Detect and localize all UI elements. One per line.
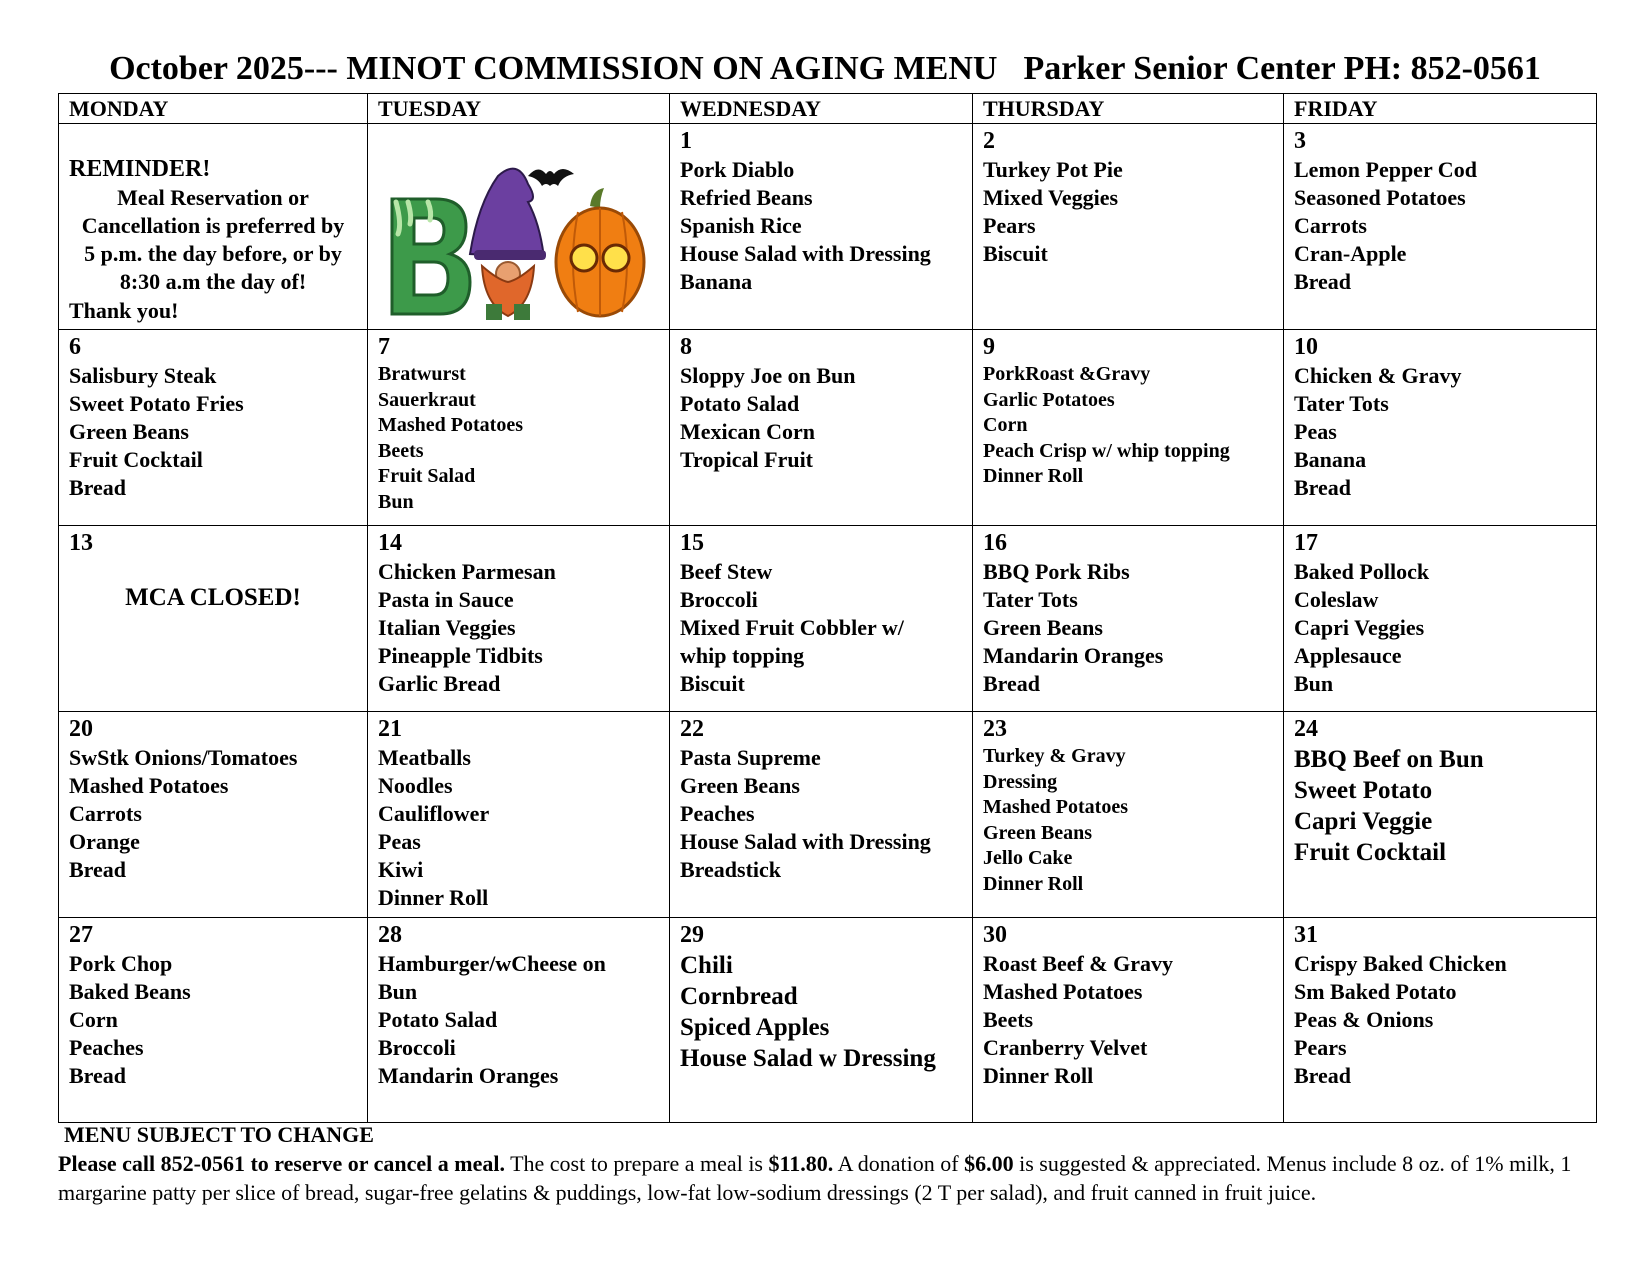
menu-item: Baked Beans	[69, 979, 191, 1004]
reminder-line: 8:30 a.m the day of!	[119, 269, 307, 294]
reminder-line: Meal Reservation or	[117, 185, 309, 210]
pumpkin-eye-icon	[603, 245, 629, 271]
day-cell-1	[670, 124, 973, 330]
menu-item: Biscuit	[983, 241, 1048, 266]
menu-item: Pineapple Tidbits	[378, 643, 543, 668]
menu-item: Green Beans	[69, 419, 189, 444]
week-row-4	[59, 712, 1597, 918]
menu-item: Kiwi	[378, 857, 424, 882]
day-number: 23	[983, 716, 1007, 742]
menu-item: BBQ Pork Ribs	[983, 559, 1130, 584]
menu-item: Turkey & Gravy	[983, 745, 1126, 767]
menu-item: Pasta Supreme	[680, 745, 821, 770]
menu-items	[69, 744, 357, 884]
day-number: 10	[1294, 334, 1318, 360]
day-number: 24	[1294, 716, 1318, 742]
closed-notice: MCA CLOSED!	[125, 584, 301, 611]
day-cell-31	[1284, 918, 1597, 1123]
meal-cost: $11.80.	[768, 1151, 834, 1176]
menu-item: Meatballs	[378, 745, 471, 770]
menu-item: Jello Cake	[983, 847, 1073, 869]
call-instruction: Please call 852-0561 to reserve or cancel a meal.	[58, 1151, 505, 1176]
menu-item: Crispy Baked Chicken	[1294, 951, 1507, 976]
menu-item: Garlic Potatoes	[983, 388, 1115, 411]
menu-item: Corn	[69, 1007, 118, 1032]
menu-item: House Salad with Dressing	[680, 241, 931, 266]
menu-item: BBQ Beef on Bun	[1294, 746, 1484, 773]
day-cell-30	[973, 918, 1284, 1123]
day-number: 15	[680, 530, 704, 556]
day-cell-3	[1284, 124, 1597, 330]
menu-item: Orange	[69, 829, 140, 854]
day-number: 6	[69, 334, 81, 360]
menu-item: Coleslaw	[1294, 587, 1379, 612]
menu-items	[1294, 362, 1586, 502]
menu-item: Cran-Apple	[1294, 241, 1407, 266]
menu-item: Dinner Roll	[983, 1063, 1094, 1088]
menu-item: Cauliflower	[378, 801, 490, 826]
menu-item: Corn	[983, 414, 1028, 436]
menu-item: Carrots	[69, 801, 142, 826]
day-cell-15	[670, 526, 973, 712]
day-cell-2	[973, 124, 1284, 330]
day-number: 1	[680, 128, 692, 154]
day-number: 7	[378, 334, 390, 360]
menu-items	[983, 744, 1273, 897]
menu-items	[983, 950, 1273, 1090]
menu-item: SwStk Onions/Tomatoes	[69, 745, 298, 770]
menu-item: Cornbread	[680, 983, 798, 1010]
menu-item: Sloppy Joe on Bun	[680, 363, 856, 388]
menu-item: Banana	[680, 269, 753, 294]
menu-item: Green Beans	[680, 773, 800, 798]
day-cell-8	[670, 330, 973, 526]
menu-item: Fruit Cocktail	[1294, 839, 1447, 866]
menu-item: Pork Chop	[69, 951, 173, 976]
menu-item: House Salad with Dressing	[680, 829, 931, 854]
boo-gnome-pumpkin-illustration	[378, 154, 648, 324]
header-tuesday: TUESDAY	[368, 94, 670, 124]
menu-item: Biscuit	[680, 671, 745, 696]
menu-item: Potato Salad	[680, 391, 800, 416]
menu-item: Dinner Roll	[378, 885, 489, 910]
menu-item: Bread	[983, 671, 1041, 696]
menu-item: Dressing	[983, 770, 1058, 793]
day-number: 9	[983, 334, 995, 360]
title-menu: October 2025--- MINOT COMMISSION ON AGING MENU	[109, 50, 998, 87]
menu-item: Applesauce	[1294, 643, 1402, 668]
menu-item: Pears	[1294, 1035, 1347, 1060]
day-cell-13	[59, 526, 368, 712]
day-number: 16	[983, 530, 1007, 556]
day-number: 17	[1294, 530, 1318, 556]
header-monday: MONDAY	[59, 94, 368, 124]
menu-item: PorkRoast &Gravy	[983, 363, 1151, 385]
menu-items	[1294, 558, 1586, 698]
menu-items	[983, 156, 1273, 268]
day-cell-24	[1284, 712, 1597, 918]
pumpkin-eye-icon	[571, 245, 597, 271]
menu-item: Spiced Apples	[680, 1014, 830, 1041]
menu-item: Tater Tots	[983, 587, 1078, 612]
day-cell-6	[59, 330, 368, 526]
footer-paragraph	[58, 1149, 1598, 1207]
day-cell-10	[1284, 330, 1597, 526]
menu-change-note: MENU SUBJECT TO CHANGE	[64, 1122, 374, 1147]
donation-text: A donation of	[837, 1151, 959, 1176]
menu-item: Bun	[378, 979, 418, 1004]
menu-items	[378, 950, 659, 1090]
week-row-3	[59, 526, 1597, 712]
day-number: 13	[69, 530, 93, 556]
day-number: 30	[983, 922, 1007, 948]
menu-item: Tater Tots	[1294, 391, 1389, 416]
menu-item: Peas & Onions	[1294, 1007, 1434, 1032]
menu-includes-text-cont: milk, 1 margarine patty per slice of bread, sugar-free gelatins & puddings, low-fat low-sodium dressings (2 T per salad), and fruit canned in fruit juice.	[58, 1151, 1572, 1205]
reminder-thanks: Thank you!	[69, 298, 179, 323]
menu-items	[680, 362, 962, 474]
menu-item: Banana	[1294, 447, 1367, 472]
day-cell-16	[973, 526, 1284, 712]
menu-item: Green Beans	[983, 821, 1093, 844]
menu-items	[378, 558, 659, 698]
gnome-hat-icon	[470, 169, 544, 258]
menu-item: Bun	[378, 490, 414, 513]
menu-item: Dinner Roll	[983, 465, 1084, 487]
menu-item: Fruit Cocktail	[69, 447, 203, 472]
menu-item: Fruit Salad	[378, 465, 476, 487]
page-title	[0, 50, 1650, 88]
menu-item: Mashed Potatoes	[983, 979, 1143, 1004]
week-row-2	[59, 330, 1597, 526]
boo-cell	[368, 124, 670, 330]
menu-item: Sm Baked Potato	[1294, 979, 1457, 1004]
menu-items	[680, 156, 962, 296]
day-cell-7	[368, 330, 670, 526]
menu-item: whip topping	[680, 643, 805, 668]
menu-item: Potato Salad	[378, 1007, 498, 1032]
week-row-5	[59, 918, 1597, 1123]
menu-item: Bratwurst	[378, 363, 466, 385]
day-cell-29	[670, 918, 973, 1123]
menu-item: Bread	[1294, 1063, 1352, 1088]
menu-item: Italian Veggies	[378, 615, 516, 640]
menu-items	[1294, 156, 1586, 296]
cost-text: The cost to prepare a meal is	[510, 1151, 763, 1176]
menu-item: Seasoned Potatoes	[1294, 185, 1466, 210]
menu-items	[680, 558, 962, 698]
menu-item: Pork Diablo	[680, 157, 795, 182]
menu-item: Roast Beef & Gravy	[983, 951, 1174, 976]
day-cell-28	[368, 918, 670, 1123]
day-number: 2	[983, 128, 995, 154]
menu-item: Mashed Potatoes	[983, 796, 1128, 818]
day-cell-14	[368, 526, 670, 712]
pumpkin-stem-icon	[590, 188, 604, 208]
menu-item: Mandarin Oranges	[378, 1063, 559, 1088]
menu-items	[680, 950, 962, 1074]
day-cell-21	[368, 712, 670, 918]
day-cell-9	[973, 330, 1284, 526]
menu-items	[983, 558, 1273, 698]
weekday-header-row	[59, 94, 1597, 124]
day-cell-23	[973, 712, 1284, 918]
footer-notes	[58, 1120, 1598, 1207]
menu-item: Pears	[983, 213, 1036, 238]
menu-item: Hamburger/wCheese on	[378, 951, 606, 976]
menu-item: Spanish Rice	[680, 213, 802, 238]
menu-item: Chili	[680, 952, 733, 979]
day-cell-22	[670, 712, 973, 918]
menu-items	[983, 362, 1273, 490]
menu-items	[378, 744, 659, 912]
menu-item: Broccoli	[378, 1035, 456, 1060]
menu-item: Breadstick	[680, 857, 782, 882]
menu-calendar	[58, 93, 1597, 1123]
reminder-cell	[59, 124, 368, 330]
menu-items	[680, 744, 962, 884]
reminder-line: Cancellation is preferred by	[81, 213, 345, 238]
menu-item: Bread	[1294, 269, 1352, 294]
menu-item: Tropical Fruit	[680, 447, 814, 472]
menu-item: Salisbury Steak	[69, 363, 217, 388]
menu-item: Capri Veggie	[1294, 808, 1433, 835]
menu-item: Bread	[69, 857, 127, 882]
day-cell-20	[59, 712, 368, 918]
title-center: Parker Senior Center PH: 852-0561	[1023, 50, 1541, 87]
menu-item: Peas	[1294, 419, 1337, 444]
day-number: 22	[680, 716, 704, 742]
day-number: 21	[378, 716, 402, 742]
menu-item: Beets	[378, 439, 424, 462]
menu-item: Beef Stew	[680, 559, 773, 584]
menu-item: Lemon Pepper Cod	[1294, 157, 1477, 182]
day-cell-27	[59, 918, 368, 1123]
day-number: 8	[680, 334, 692, 360]
menu-item: Chicken Parmesan	[378, 559, 556, 584]
menu-item: Carrots	[1294, 213, 1367, 238]
menu-item: Noodles	[378, 773, 453, 798]
menu-items	[69, 950, 357, 1090]
day-number: 28	[378, 922, 402, 948]
menu-item: Mixed Veggies	[983, 185, 1119, 210]
menu-items	[378, 362, 659, 515]
menu-item: Sweet Potato	[1294, 777, 1433, 804]
menu-item: House Salad w Dressing	[680, 1045, 936, 1072]
menu-item: Mexican Corn	[680, 419, 816, 444]
menu-item: Turkey Pot Pie	[983, 157, 1123, 182]
header-friday: FRIDAY	[1284, 94, 1597, 124]
menu-items	[1294, 744, 1586, 868]
menu-item: Sauerkraut	[378, 388, 476, 411]
menu-item: Cranberry Velvet	[983, 1035, 1148, 1060]
reminder-body	[69, 184, 357, 296]
day-cell-17	[1284, 526, 1597, 712]
menu-item: Peas	[378, 829, 421, 854]
menu-item: Bun	[1294, 671, 1334, 696]
menu-item: Bread	[69, 475, 127, 500]
menu-item: Peaches	[69, 1035, 144, 1060]
menu-items	[1294, 950, 1586, 1090]
menu-item: Mashed Potatoes	[378, 414, 523, 436]
menu-items	[69, 362, 357, 502]
reminder-line: 5 p.m. the day before, or by	[84, 241, 342, 266]
day-number: 14	[378, 530, 402, 556]
header-wednesday: WEDNESDAY	[670, 94, 973, 124]
menu-item: Bread	[69, 1063, 127, 1088]
menu-item: Capri Veggies	[1294, 615, 1425, 640]
menu-item: Sweet Potato Fries	[69, 391, 244, 416]
reminder-title: REMINDER!	[69, 156, 211, 182]
menu-item: Mashed Potatoes	[69, 773, 229, 798]
menu-item: Chicken & Gravy	[1294, 363, 1462, 388]
menu-item: Broccoli	[680, 587, 758, 612]
menu-item: Dinner Roll	[983, 872, 1084, 895]
menu-item: Mixed Fruit Cobbler w/	[680, 615, 904, 640]
menu-item: Pasta in Sauce	[378, 587, 514, 612]
menu-item: Refried Beans	[680, 185, 813, 210]
menu-item: Green Beans	[983, 615, 1103, 640]
menu-item: Baked Pollock	[1294, 559, 1430, 584]
day-number: 29	[680, 922, 704, 948]
header-thursday: THURSDAY	[973, 94, 1284, 124]
day-number: 27	[69, 922, 93, 948]
week-row-1	[59, 124, 1597, 330]
menu-item: Peaches	[680, 801, 755, 826]
bat-icon	[528, 169, 574, 186]
donation-amount: $6.00	[964, 1151, 1014, 1176]
day-number: 20	[69, 716, 93, 742]
day-number: 3	[1294, 128, 1306, 154]
menu-item: Beets	[983, 1007, 1034, 1032]
menu-item: Peach Crisp w/ whip topping	[983, 439, 1230, 462]
menu-item: Bread	[1294, 475, 1352, 500]
menu-item: Garlic Bread	[378, 671, 501, 696]
day-number: 31	[1294, 922, 1318, 948]
menu-item: Mandarin Oranges	[983, 643, 1164, 668]
menu-includes-text: is suggested & appreciated. Menus include 8 oz. of 1%	[1019, 1151, 1504, 1176]
